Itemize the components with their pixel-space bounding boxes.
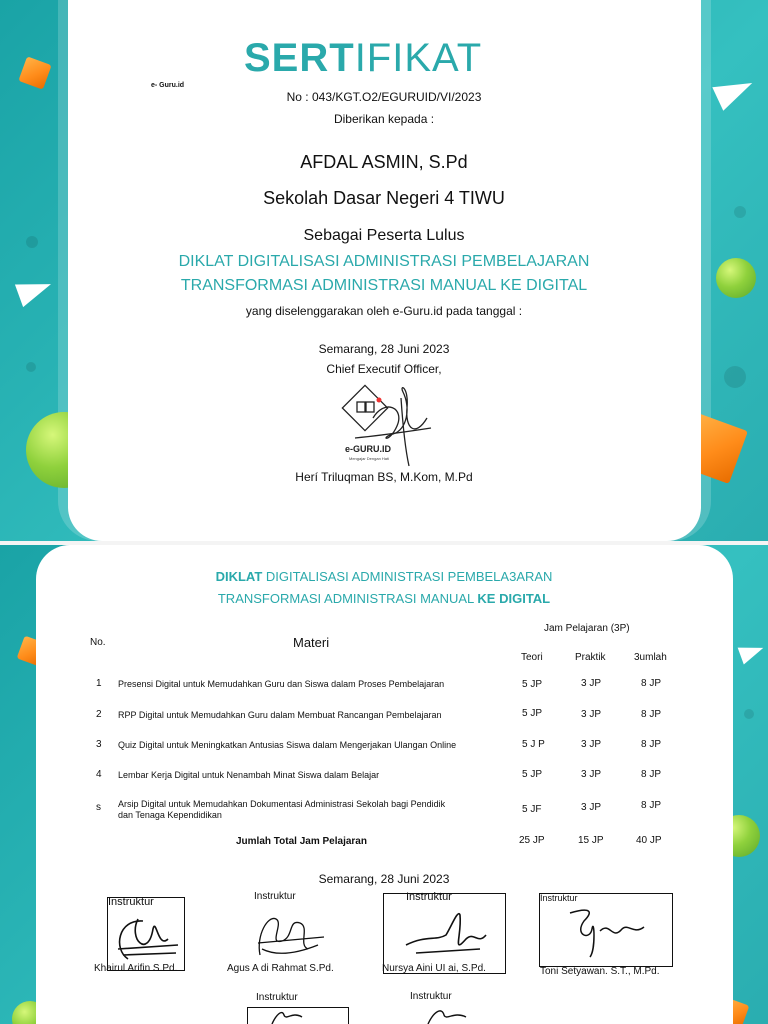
dot-decoration: [734, 206, 746, 218]
instructor-role: Instruktur: [406, 891, 452, 903]
given-to-label: Diberikan kepada :: [333, 112, 435, 126]
instructor-role: Instruktur: [540, 893, 578, 903]
row-teori: 5 J P: [522, 739, 545, 750]
svg-text:e-GURU.ID: e-GURU.ID: [345, 444, 392, 454]
syllabus-heading-line2: TRANSFORMASI ADMINISTRASI MANUAL KE DIGITAL: [217, 591, 551, 606]
total-jumlah: 40 JP: [636, 835, 662, 846]
row-no: 3: [96, 739, 102, 750]
course-title-line1: DIKLAT DIGITALISASI ADMINISTRASI PEMBELAJARAN: [178, 253, 590, 270]
row-teori: 5 JP: [522, 708, 543, 719]
place-date: Semarang, 28 Juni 2023: [318, 872, 450, 886]
instructor-role: Instruktur: [256, 992, 298, 1003]
column-header-praktik: Praktik: [575, 652, 606, 663]
instructor-role: Instruktur: [410, 991, 452, 1002]
total-praktik: 15 JP: [578, 835, 604, 846]
signature: [108, 909, 184, 969]
certificate-back-page: [0, 545, 768, 1024]
place-date: Semarang, 28 Juni 2023: [318, 342, 450, 356]
dot-decoration: [26, 362, 36, 372]
row-teori: 5 JF: [522, 804, 542, 815]
row-materi: RPP Digital untuk Memudahkan Guru dalam Membuat Rancangan Pembelajaran: [118, 710, 442, 720]
signature: [248, 905, 328, 965]
status-label: Sebagai Peserta Lulus: [303, 227, 465, 244]
triangle-decoration: [738, 639, 767, 664]
row-jumlah: 8 JP: [641, 678, 662, 689]
dot-decoration: [744, 709, 754, 719]
syllabus-heading-line1: DIKLAT DIGITALISASI ADMINISTRASI PEMBELA3ARAN: [215, 569, 553, 584]
row-jumlah: 8 JP: [641, 709, 662, 720]
instructor-name: Khairul Arifin S.Pd.: [94, 963, 178, 974]
instructor-role: Instruktur: [254, 891, 296, 902]
row-materi: Arsip Digital untuk Memudahkan Dokumentasi Administrasi Sekolah bagi Pendidik: [118, 799, 446, 809]
certificate-title: SERTIFIKAT: [244, 36, 483, 80]
green-ball-decoration: [716, 258, 756, 298]
total-teori: 25 JP: [519, 835, 545, 846]
signer-position: Chief Executif Officer,: [326, 362, 442, 376]
row-jumlah: 8 JP: [641, 739, 662, 750]
instructor-role: Instruktur: [108, 896, 154, 908]
row-praktik: 3 JP: [581, 769, 602, 780]
instructor-name: Nursya Aini UI ai, S.Pd.: [382, 963, 486, 974]
row-materi-cont: dan Tenaga Kependidikan: [118, 810, 222, 820]
row-jumlah: 8 JP: [641, 800, 662, 811]
row-praktik: 3 JP: [581, 802, 602, 813]
row-jumlah: 8 JP: [641, 769, 662, 780]
course-title-line2: TRANSFORMASI ADMINISTRASI MANUAL KE DIGITAL: [180, 277, 588, 294]
row-no: 4: [96, 769, 102, 780]
row-materi: Presensi Digital untuk Memudahkan Guru dan Siswa dalam Proses Pembelajaran: [118, 679, 445, 689]
total-label: Jumlah Total Jam Pelajaran: [236, 836, 367, 847]
instructor-name: Toni Setyawan. S.T., M.Pd.: [540, 966, 660, 977]
instructor-name: Agus A di Rahmat S.Pd.: [227, 963, 334, 974]
row-no: s: [96, 802, 101, 813]
column-header-materi: Materi: [293, 635, 330, 650]
row-materi: Lembar Kerja Digital untuk Nenambah Minat Siswa dalam Belajar: [118, 770, 380, 780]
row-praktik: 3 JP: [581, 739, 602, 750]
certificate-number: No : 043/KGT.O2/EGURUID/VI/2023: [286, 90, 482, 104]
signature: [420, 1005, 480, 1024]
recipient-name: AFDAL ASMIN, S.Pd: [300, 152, 468, 172]
signer-name: Herí Triluqman BS, M.Kom, M.Pd: [295, 470, 473, 484]
row-praktik: 3 JP: [581, 709, 602, 720]
signature: [560, 901, 660, 963]
signature: [262, 1007, 322, 1024]
column-header-jam: Jam Pelajaran (3P): [544, 623, 630, 634]
signature: [396, 905, 496, 965]
row-materi: Quiz Digital untuk Meningkatkan Antusias Siswa dalam Mengerjakan Ulangan Online: [118, 740, 457, 750]
row-no: 2: [96, 709, 102, 720]
svg-text:Mengajar Dengan Hati: Mengajar Dengan Hati: [349, 456, 390, 461]
row-no: 1: [96, 678, 102, 689]
eguru-logo-text: e- Guru.id: [151, 82, 185, 89]
triangle-decoration: [15, 273, 55, 307]
dot-decoration: [26, 236, 38, 248]
row-teori: 5 JP: [522, 769, 543, 780]
row-teori: 5 JP: [522, 679, 543, 690]
row-praktik: 3 JP: [581, 678, 602, 689]
column-header-jumlah: 3umlah: [634, 652, 667, 663]
triangle-decoration: [712, 71, 757, 111]
column-header-no: No.: [90, 637, 106, 648]
organizer-text: yang diselenggarakan oleh e-Guru.id pada tanggal :: [245, 304, 523, 318]
dot-decoration: [724, 366, 746, 388]
school-name: Sekolah Dasar Negeri 4 TIWU: [263, 188, 505, 208]
column-header-teori: Teori: [521, 652, 543, 663]
orange-cube-decoration: [18, 56, 51, 89]
eguru-stamp-signature: [335, 378, 445, 470]
